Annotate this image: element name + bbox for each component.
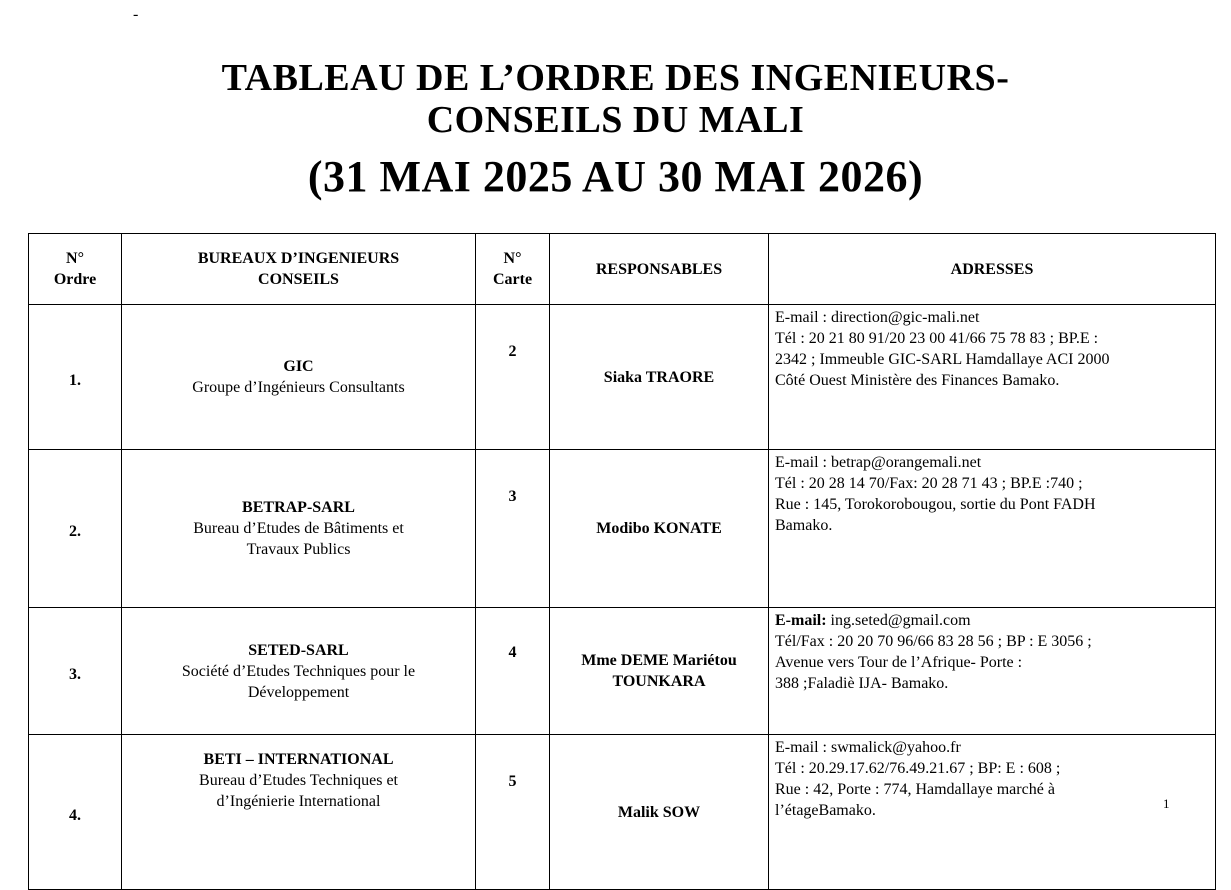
page-number: 1: [1163, 796, 1170, 811]
address-l2: Avenue vers Tour de l’Afrique- Porte :: [775, 654, 1023, 671]
header-carte-l2: Carte: [492, 271, 533, 288]
row-responsable: [550, 735, 769, 890]
header-ordre-l2: Ordre: [53, 271, 97, 288]
email-link[interactable]: ing.seted@gmail.com: [830, 612, 971, 629]
responsable-l2: TOUNKARA: [612, 673, 706, 690]
email-label: E-mail :: [775, 739, 831, 756]
email-line: [775, 307, 1211, 328]
row-ordre: 3.: [29, 608, 122, 735]
engineers-table: [28, 233, 1216, 890]
address-l2: 2342 ; Immeuble GIC-SARL Hamdallaye ACI 2000: [775, 351, 1110, 368]
responsable-l1: Malik SOW: [617, 803, 701, 821]
table-row: [29, 450, 1216, 608]
bureau-desc-l1: Bureau d’Etudes de Bâtiments et: [193, 520, 404, 537]
email-link[interactable]: betrap@orangemali.net: [830, 454, 982, 471]
address-l3: l’étageBamako.: [775, 802, 876, 819]
row-responsable: [550, 608, 769, 735]
row-carte: 4: [476, 608, 550, 735]
bureau-desc-l2: d’Ingénierie International: [216, 793, 381, 810]
header-bureaux: [122, 234, 476, 305]
row-ordre: 4.: [29, 735, 122, 890]
address-l2: Rue : 145, Torokorobougou, sortie du Pont FADH: [775, 496, 1096, 513]
responsable-l1: Mme DEME Mariétou: [581, 652, 737, 669]
row-adresse: [769, 305, 1216, 450]
row-carte: 2: [476, 305, 550, 450]
address-l1: Tél : 20 21 80 91/20 23 00 41/66 75 78 83 ; BP.E :: [775, 330, 1099, 347]
row-responsable: [550, 450, 769, 608]
row-carte: 5: [476, 735, 550, 890]
row-ordre: 1.: [29, 305, 122, 450]
row-adresse: [769, 608, 1216, 735]
row-ordre: 2.: [29, 450, 122, 608]
bureau-desc-l2: Travaux Publics: [246, 541, 351, 558]
address-l1: Tél : 20.29.17.62/76.49.21.67 ; BP: E : 608 ;: [775, 760, 1061, 777]
address-l2: Rue : 42, Porte : 774, Hamdallaye marché à: [775, 781, 1055, 798]
row-carte: 3: [476, 450, 550, 608]
row-bureau: [122, 608, 476, 735]
address-l1: Tél/Fax : 20 20 70 96/66 83 28 56 ; BP : E 3056 ;: [775, 633, 1092, 650]
table-row: [29, 608, 1216, 735]
row-bureau: [122, 735, 476, 890]
bureau-name: SETED-SARL: [248, 641, 349, 659]
title-line-1: TABLEAU DE L’ORDRE DES INGENIEURS-: [221, 57, 1010, 99]
email-line: [775, 610, 1211, 631]
responsable-l1: Modibo KONATE: [596, 520, 722, 537]
email-line: [775, 452, 1211, 473]
address-l3: Côté Ouest Ministère des Finances Bamako.: [775, 372, 1060, 389]
table-header-row: [29, 234, 1216, 305]
title-line-2: CONSEILS DU MALI: [426, 99, 805, 141]
bureau-desc-l1: Société d’Etudes Techniques pour le: [181, 662, 416, 680]
email-label: E-mail:: [775, 612, 831, 629]
header-carte-l1: N°: [503, 250, 522, 267]
title-line-3: (31 MAI 2025 AU 30 MAI 2026): [307, 152, 924, 201]
row-adresse: [769, 735, 1216, 890]
bureau-name: BETRAP-SARL: [242, 499, 355, 516]
row-bureau: [122, 305, 476, 450]
table-row: [29, 305, 1216, 450]
header-bureaux-l2: CONSEILS: [258, 271, 339, 288]
bureau-desc-l1: Groupe d’Ingénieurs Consultants: [192, 379, 405, 396]
row-adresse: [769, 450, 1216, 608]
bureau-desc-l1: Bureau d’Etudes Techniques et: [199, 772, 398, 789]
header-responsables: RESPONSABLES: [550, 234, 769, 305]
header-carte: [476, 234, 550, 305]
email-link[interactable]: swmalick@yahoo.fr: [830, 739, 961, 756]
bureau-name: GIC: [283, 358, 314, 375]
email-label: E-mail :: [775, 454, 831, 471]
address-l1: Tél : 20 28 14 70/Fax: 20 28 71 43 ; BP.E :740 ;: [775, 475, 1083, 492]
bureau-name: BETI – INTERNATIONAL: [203, 751, 394, 768]
row-responsable: [550, 305, 769, 450]
stray-mark: -: [133, 6, 139, 23]
email-label: E-mail :: [775, 309, 831, 326]
address-l3: 388 ;Faladiè IJA- Bamako.: [775, 675, 949, 692]
table-row: [29, 735, 1216, 890]
responsable-l1: Siaka TRAORE: [603, 368, 715, 386]
bureau-desc-l2: Développement: [247, 683, 350, 701]
header-ordre-l1: N°: [66, 250, 84, 267]
header-adresses: ADRESSES: [769, 234, 1216, 305]
row-bureau: [122, 450, 476, 608]
header-ordre: [29, 234, 122, 305]
header-bureaux-l1: BUREAUX D’INGENIEURS: [197, 250, 400, 267]
address-l3: Bamako.: [775, 517, 833, 534]
email-link[interactable]: direction@gic-mali.net: [830, 309, 980, 326]
email-line: [775, 737, 1211, 758]
